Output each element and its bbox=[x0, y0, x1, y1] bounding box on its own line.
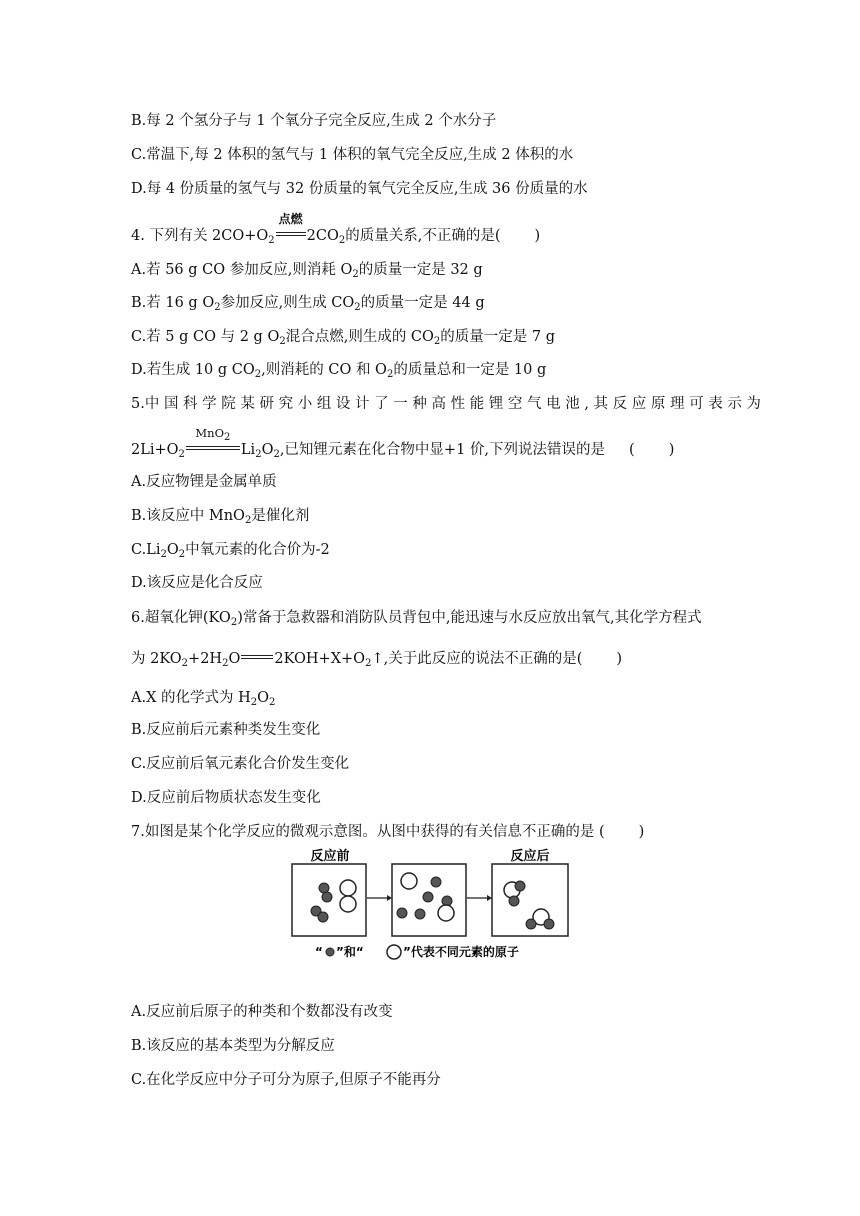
white-atom bbox=[438, 905, 454, 921]
q4-option-a: A.若 56 g CO 参加反应,则消耗 $O_2$的质量一定是 32 g bbox=[131, 262, 483, 280]
molecule-dark-pair-2 bbox=[311, 906, 328, 922]
q3-option-c: C.常温下,每 2 体积的氢气与 1 体积的氧气完全反应,生成 2 体积的水 bbox=[131, 147, 574, 163]
q5-option-a: A.反应物锂是金属单质 bbox=[131, 474, 277, 490]
dark-atom bbox=[431, 877, 441, 887]
svg-text:”和“: ”和“ bbox=[336, 945, 364, 959]
dark-atom bbox=[415, 909, 425, 919]
legend-white-atom-icon bbox=[387, 945, 401, 959]
svg-text:“: “ bbox=[315, 945, 323, 959]
q5-stem-line1: 5.中 国 科 学 院 某 研 究 小 组 设 计 了 一 种 高 性 能 锂 空 气 电 池 , 其 反 应 原 理 可 表 示 为 bbox=[131, 396, 761, 412]
q4-option-d: D.若生成 10 g $CO_2$,则消耗的 CO 和 $O_2$的质量总和一定是 10 g bbox=[131, 362, 547, 380]
dark-atom bbox=[397, 908, 407, 918]
white-atom bbox=[401, 873, 417, 889]
q6-stem-line2: 为 $2KO_2+2H_2O$ $2KOH+X+O_2↑$,关于此反应的说法不正确的是( ) bbox=[131, 651, 623, 669]
q7-option-b: B.该反应的基本类型为分解反应 bbox=[131, 1038, 335, 1054]
molecule-white-pair bbox=[340, 880, 356, 912]
product-molecule-2 bbox=[526, 909, 554, 929]
q6-option-b: B.反应前后元素种类发生变化 bbox=[131, 722, 321, 738]
q5-stem-line2: $2Li+O_2$ MnO$_2$ $Li_2O_2$,已知锂元素在化合物中显+1 价,下列说法错误的是 ( ) bbox=[131, 426, 675, 460]
q5-option-b: B.该反应中 MnO$_2$是催化剂 bbox=[131, 508, 310, 526]
q6-option-d: D.反应前后物质状态发生变化 bbox=[131, 790, 321, 806]
q3-option-d: D.每 4 份质量的氢气与 32 份质量的氧气完全反应,生成 36 份质量的水 bbox=[131, 181, 588, 197]
q7-stem: 7.如图是某个化学反应的微观示意图。从图中获得的有关信息不正确的是 ( ) bbox=[131, 824, 645, 840]
label-after-reaction: 反应后 bbox=[510, 849, 550, 864]
q4-option-b: B.若 16 g $O_2$参加反应,则生成 $CO_2$的质量一定是 44 g bbox=[131, 295, 485, 313]
legend-dark-atom-icon bbox=[326, 948, 334, 956]
q7-option-c: C.在化学反应中分子可分为原子,但原子不能再分 bbox=[131, 1072, 441, 1088]
dark-atom bbox=[423, 892, 433, 902]
q5-option-d: D.该反应是化合反应 bbox=[131, 575, 263, 591]
product-molecule-1 bbox=[504, 881, 525, 906]
q4-option-c: C.若 5 g CO 与 2 g $O_2$混合点燃,则生成的 $CO_2$的质量一定是 7 g bbox=[131, 329, 556, 347]
reaction-microscopic-diagram bbox=[290, 846, 580, 964]
label-before-reaction: 反应前 bbox=[310, 849, 350, 864]
svg-text:”代表不同元素的原子: ”代表不同元素的原子 bbox=[403, 945, 519, 959]
catalyst-condition: MnO$_2$ bbox=[185, 440, 241, 460]
q6-option-a: A.X 的化学式为 $H_2O_2$ bbox=[131, 690, 276, 708]
q5-option-c: $C.Li_2O_2$中氧元素的化合价为-2 bbox=[131, 542, 330, 560]
legend bbox=[315, 944, 519, 959]
q3-option-b: B.每 2 个氢分子与 1 个氧分子完全反应,生成 2 个水分子 bbox=[131, 113, 497, 129]
arrow-2 bbox=[467, 895, 492, 901]
reaction-condition: 点燃 bbox=[275, 226, 307, 246]
q6-option-c: C.反应前后氧元素化合价发生变化 bbox=[131, 756, 350, 772]
molecule-dark-pair-1 bbox=[319, 883, 332, 902]
q4-stem: 4. 下列有关 $2CO+O_2$ 点燃 $2CO_2$的质量关系,不正确的是( ) bbox=[131, 212, 541, 246]
arrow-1 bbox=[367, 895, 392, 901]
q6-stem-line1: 6.超氧化钾$(KO_2)$常备于急救器和消防队员背包中,能迅速与水反应放出氧气,其化学方程式 bbox=[131, 610, 702, 628]
q7-option-a: A.反应前后原子的种类和个数都没有改变 bbox=[131, 1004, 393, 1020]
